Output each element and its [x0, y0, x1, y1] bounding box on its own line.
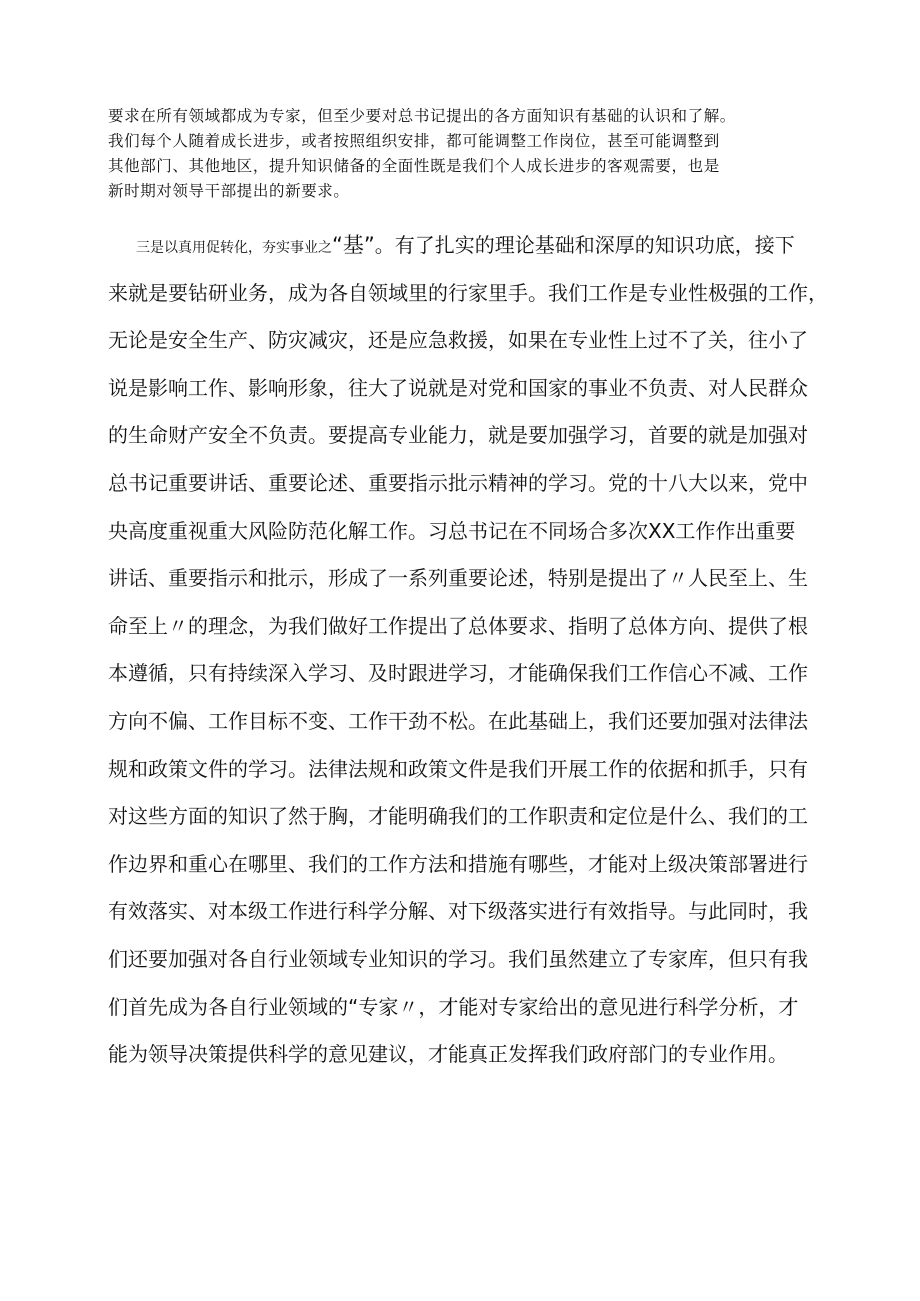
section-heading-quote: “基”: [332, 233, 375, 257]
paragraph-line: 有效落实、对本级工作进行科学分解、对下级落实进行有效指导。与此同时，我: [108, 899, 808, 924]
paragraph-line: 其他部门、其他地区，提升知识储备的全面性既是我们个人成长进步的客观需要，也是: [108, 157, 720, 175]
paragraph-line: 说是影响工作、影响形象，往大了说就是对党和国家的事业不负责、对人民群众: [108, 375, 808, 400]
main-paragraph: [108, 222, 828, 1079]
first-line-text: 。有了扎实的理论基础和深厚的知识功底，接下: [374, 233, 795, 257]
paragraph-line: 的生命财产安全不负责。要提高专业能力，就是要加强学习，首要的就是加强对: [108, 423, 808, 448]
paragraph-line: 对这些方面的知识了然于胸，才能明确我们的工作职责和定位是什么、我们的工: [108, 804, 808, 829]
paragraph-line: 本遵循，只有持续深入学习、及时跟进学习，才能确保我们工作信心不减、工作: [108, 661, 808, 686]
paragraph-line: 总书记重要讲话、重要论述、重要指示批示精神的学习。党的十八大以来，党中: [108, 470, 808, 495]
paragraph-line: 能为领导决策提供科学的意见建议，才能真正发挥我们政府部门的专业作用。: [108, 1042, 788, 1067]
paragraph-line: 要求在所有领域都成为专家，但至少要对总书记提出的各方面知识有基础的认识和了解。: [108, 107, 736, 125]
paragraph-line: 无论是安全生产、防灾减灾，还是应急救援，如果在专业性上过不了关，往小了: [108, 328, 808, 353]
paragraph-line: 讲话、重要指示和批示，形成了一系列重要论述，特别是提出了〃人民至上、生: [108, 566, 808, 591]
paragraph-line: 命至上〃的理念，为我们做好工作提出了总体要求、指明了总体方向、提供了根: [108, 613, 808, 638]
paragraph-line: 来就是要钻研业务，成为各自领域里的行家里手。我们工作是专业性极强的工作，: [108, 280, 828, 305]
paragraph-line: 央高度重视重大风险防范化解工作。习总书记在不同场合多次XX工作作出重要: [108, 518, 796, 543]
paragraph-line: 方向不偏、工作目标不变、工作干劲不松。在此基础上，我们还要加强对法律法: [108, 708, 808, 733]
paragraph-line: 规和政策文件的学习。法律法规和政策文件是我们开展工作的依据和抓手，只有: [108, 756, 808, 781]
section-heading: 三是以真用促转化，夯实事业之: [136, 240, 332, 256]
paragraph-line: 我们每个人随着成长进步，或者按照组织安排，都可能调整工作岗位，甚至可能调整到: [108, 132, 720, 150]
paragraph-line: 们还要加强对各自行业领域专业知识的学习。我们虽然建立了专家库，但只有我: [108, 946, 808, 971]
paragraph-line: 们首先成为各自行业领域的“专家〃，才能对专家给出的意见进行科学分析，才: [108, 994, 799, 1019]
paragraph-first-line: [108, 222, 818, 270]
top-paragraph: [108, 104, 843, 204]
paragraph-line: 作边界和重心在哪里、我们的工作方法和措施有哪些，才能对上级决策部署进行: [108, 851, 808, 876]
paragraph-line: 新时期对领导干部提出的新要求。: [108, 182, 350, 200]
